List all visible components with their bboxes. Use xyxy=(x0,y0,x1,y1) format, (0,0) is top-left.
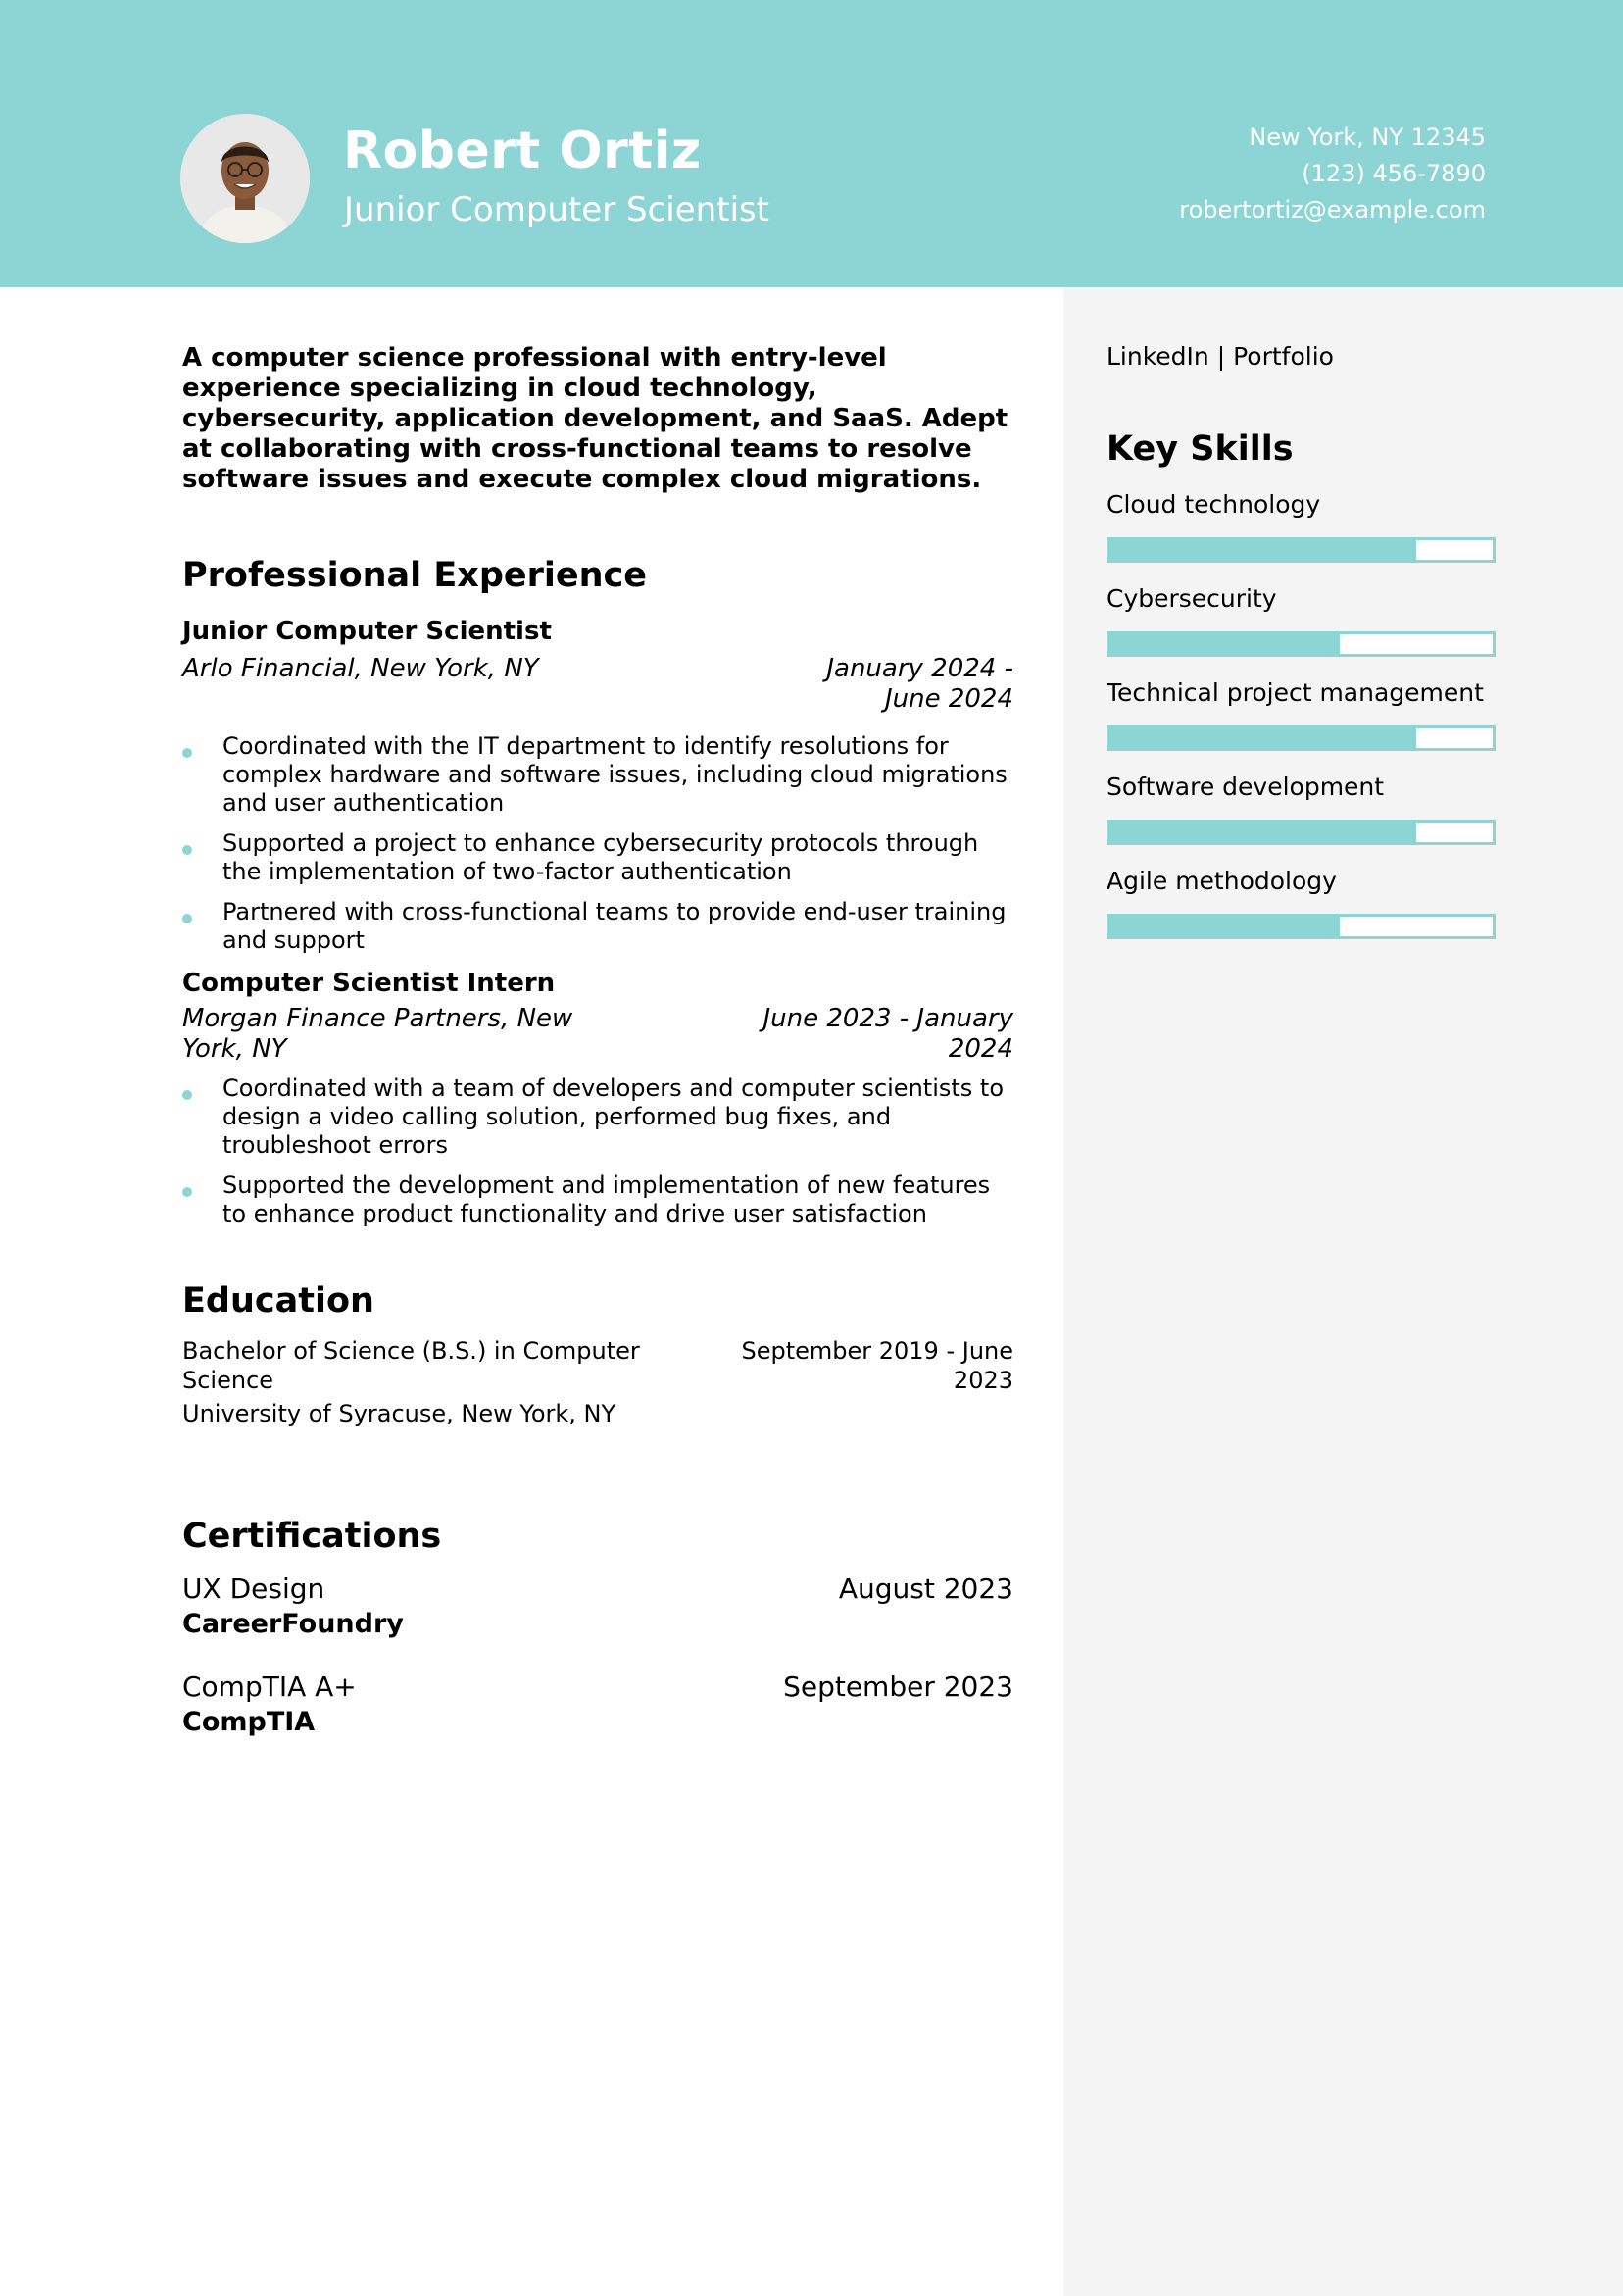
skill-bar-fill xyxy=(1109,540,1416,560)
education-dates: September 2019 - June 2023 xyxy=(741,1337,1013,1394)
bullet-text: Supported a project to enhance cybersecurity protocols through the implementation of two-factor authentication xyxy=(222,829,979,885)
skill-bar-fill xyxy=(1109,634,1340,654)
list-item xyxy=(182,1172,1013,1228)
list-item xyxy=(182,829,1013,886)
cert-name: CompTIA A+ xyxy=(182,1671,357,1703)
skill-bar xyxy=(1107,820,1496,845)
contact-phone: (123) 456-7890 xyxy=(1302,160,1486,187)
skill-item xyxy=(1107,867,1499,939)
education-entry xyxy=(182,1336,1013,1428)
skill-label: Agile methodology xyxy=(1107,867,1337,895)
sidebar-content xyxy=(1107,342,1499,939)
bullet-dot-icon xyxy=(182,914,192,923)
link-separator: | xyxy=(1216,342,1226,371)
cert-date: August 2023 xyxy=(838,1572,1013,1605)
list-item xyxy=(182,732,1013,818)
candidate-title: Junior Computer Scientist xyxy=(344,190,769,229)
summary: A computer science professional with entry-level experience specializing in cloud technology, cybersecurity, application development, and SaaS. Adept at collaborating with cross-functional teams to resolve software issues and execute complex cloud migrations. xyxy=(182,343,1008,494)
skill-bar-fill xyxy=(1109,728,1416,748)
cert-name: UX Design xyxy=(182,1572,325,1605)
bullet-dot-icon xyxy=(182,1090,192,1100)
list-item xyxy=(182,1074,1013,1160)
skill-label: Cloud technology xyxy=(1107,490,1321,519)
job-role: Junior Computer Scientist xyxy=(182,617,552,646)
contact-info xyxy=(1179,120,1486,228)
bullet-text: Supported the development and implementation of new features to enhance product functionality and drive user satisfaction xyxy=(222,1172,991,1227)
skill-label: Cybersecurity xyxy=(1107,584,1277,613)
education-heading: Education xyxy=(182,1281,374,1321)
profile-links xyxy=(1107,342,1499,371)
job-dates: January 2024 - June 2024 xyxy=(826,654,1013,714)
cert-org: CareerFoundry xyxy=(182,1609,404,1639)
skill-item xyxy=(1107,490,1499,563)
list-item xyxy=(182,898,1013,955)
skill-bar xyxy=(1107,631,1496,657)
cert-entry xyxy=(182,1670,1013,1740)
job-dates: June 2023 - January 2024 xyxy=(762,1004,1013,1064)
bullet-text: Partnered with cross-functional teams to provide end-user training and support xyxy=(222,898,1007,954)
bullet-text: Coordinated with a team of developers and computer scientists to design a video calling solution, performed bug fixes, and troubleshoot errors xyxy=(222,1074,1005,1159)
cert-org: CompTIA xyxy=(182,1707,316,1737)
skill-bar-fill xyxy=(1109,823,1416,842)
contact-address: New York, NY 12345 xyxy=(1249,124,1486,151)
skill-bar xyxy=(1107,537,1496,563)
skill-label: Software development xyxy=(1107,773,1385,801)
skill-item xyxy=(1107,678,1499,751)
job-role: Computer Scientist Intern xyxy=(182,969,556,998)
certifications-heading: Certifications xyxy=(182,1517,442,1556)
job-company: Morgan Finance Partners, New York, NY xyxy=(182,1004,573,1064)
skill-item xyxy=(1107,584,1499,657)
skills-heading: Key Skills xyxy=(1107,429,1294,469)
cert-entry xyxy=(182,1572,1013,1642)
skill-bar-fill xyxy=(1109,917,1340,936)
job-bullets xyxy=(182,732,1013,955)
avatar xyxy=(180,114,310,243)
profile-photo xyxy=(180,114,310,243)
skill-item xyxy=(1107,773,1499,845)
cert-date: September 2023 xyxy=(783,1671,1013,1703)
skill-bar xyxy=(1107,914,1496,939)
education-degree: Bachelor of Science (B.S.) in Computer Science xyxy=(182,1337,640,1394)
job-entry xyxy=(182,617,1013,955)
candidate-name: Robert Ortiz xyxy=(343,122,702,180)
bullet-dot-icon xyxy=(182,748,192,758)
job-bullets xyxy=(182,1074,1013,1228)
contact-email[interactable]: robertortiz@example.com xyxy=(1179,196,1486,224)
bullet-dot-icon xyxy=(182,1187,192,1197)
job-entry xyxy=(182,969,1013,1228)
experience-heading: Professional Experience xyxy=(182,556,648,595)
skill-bar xyxy=(1107,725,1496,751)
skill-label: Technical project management xyxy=(1107,678,1484,707)
education-school: University of Syracuse, New York, NY xyxy=(182,1400,616,1427)
bullet-text: Coordinated with the IT department to identify resolutions for complex hardware and software issues, including cloud migrations and user authentication xyxy=(222,732,1008,817)
bullet-dot-icon xyxy=(182,845,192,855)
linkedin-link[interactable]: LinkedIn xyxy=(1107,342,1209,371)
portfolio-link[interactable]: Portfolio xyxy=(1233,342,1334,371)
main-column xyxy=(182,343,1013,1740)
job-company: Arlo Financial, New York, NY xyxy=(182,654,539,683)
